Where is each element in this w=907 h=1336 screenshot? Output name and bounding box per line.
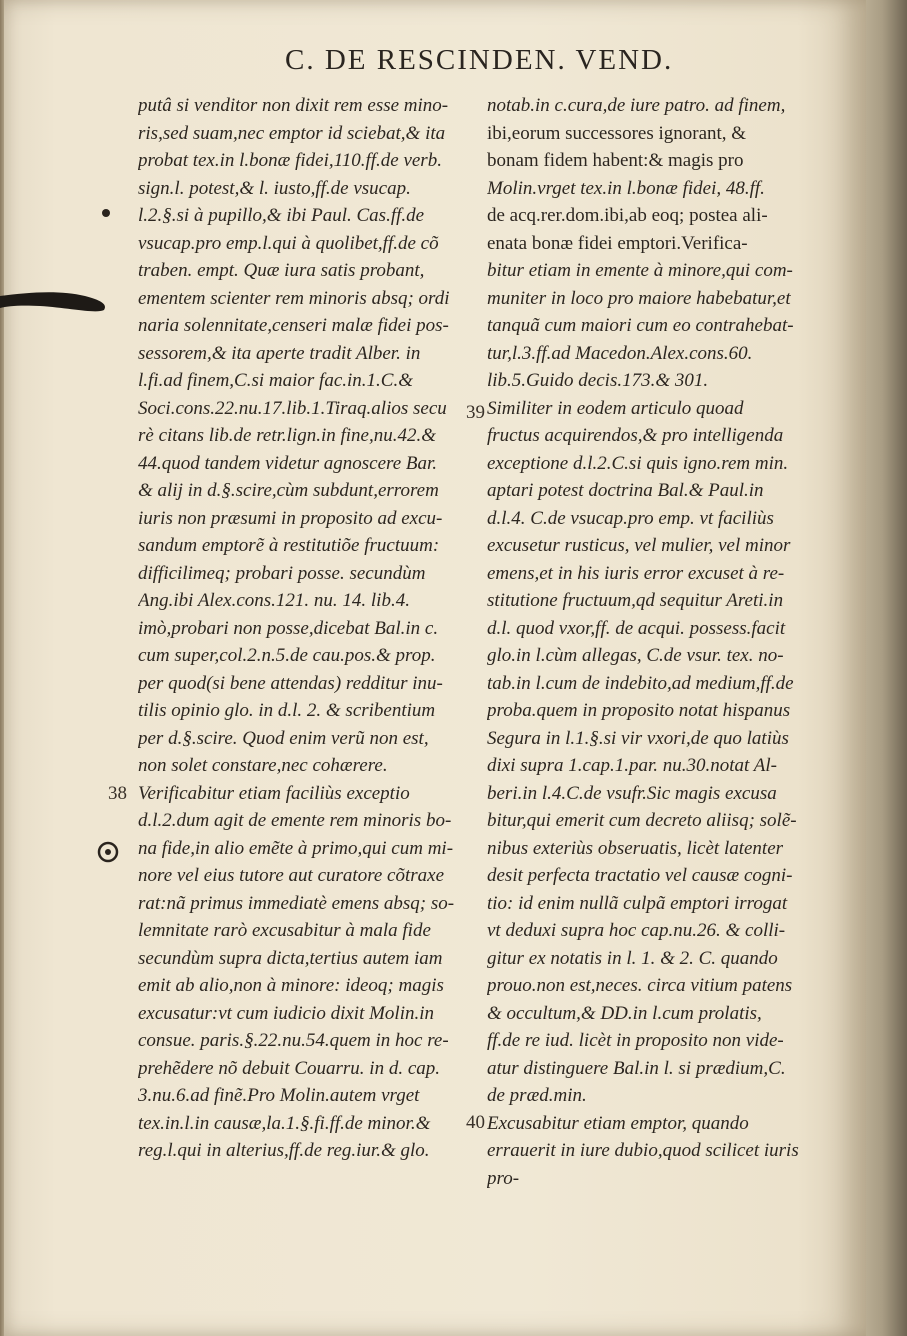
text-line: tanquã cum maiori cum eo contrahebat- [487, 315, 794, 336]
text-line: Ang.ibi Alex.cons.121. nu. 14. lib.4. [138, 590, 410, 611]
text-line: bitur,qui emerit cum decreto aliisq; solẽ- [487, 810, 797, 831]
text-line: & occultum,& DD.in l.cum prolatis, [487, 1002, 762, 1024]
text-line: reg.l.qui in alterius,ff.de reg.iur.& glo. [138, 1140, 430, 1161]
text-line: non solet constare,nec cohærere. [138, 755, 388, 776]
text-line: Segura in l.1.§.si vir vxori,de quo latiùs [487, 727, 789, 749]
text-line: excusetur rusticus, vel mulier, vel minor [487, 535, 791, 556]
text-line: per d.§.scire. Quod enim verũ non est, [138, 727, 429, 749]
text-line: sessorem,& ita aperte tradit Alber. in [138, 342, 421, 364]
text-line: imò,probari non posse,dicebat Bal.in c. [138, 617, 439, 639]
text-line: 3.nu.6.ad finẽ.Pro Molin.autem vrget [138, 1085, 420, 1106]
text-line: d.l.4. C.de vsucap.pro emp. vt faciliùs [487, 507, 774, 529]
text-line: prouo.non est,neces. circa vitium patens [487, 975, 793, 996]
text-line: per quod(si bene attendas) redditur inu- [138, 672, 443, 694]
text-line: emit ab alio,non à minore: ideoq; magis [138, 975, 444, 996]
text-line: pro- [487, 1167, 520, 1189]
text-line: exceptione d.l.2.C.si quis igno.rem min. [487, 452, 789, 474]
text-line: beri.in l.4.C.de vsufr.Sic magis excusa [487, 782, 777, 804]
text-line: nibus exteriùs obseruatis, licèt latenter [487, 837, 784, 859]
margin-number-39: 39 [466, 402, 485, 423]
text-line: consue. paris.§.22.nu.54.quem in hoc re- [138, 1030, 449, 1051]
text-line: notab.in c.cura,de iure patro. ad finem, [487, 95, 786, 116]
ink-blot-mark [0, 286, 108, 318]
text-line: bonam fidem habent:& magis pro [487, 150, 744, 171]
text-line: prehẽdere nõ debuit Couarru. in d. cap. [138, 1057, 441, 1079]
text-line: Excusabitur etiam emptor, quando [487, 1112, 749, 1134]
text-line: tex.in.l.in causæ,la.1.§.fi.ff.de minor.& [138, 1112, 431, 1134]
text-line: lemnitate rarò excusabitur à mala fide [138, 920, 431, 941]
text-line: errauerit in iure dubio,quod scilicet iuris [487, 1140, 799, 1161]
text-line: Similiter in eodem articulo quoad [487, 397, 744, 419]
text-line: na fide,in alio emẽte à primo,qui cum mi- [138, 837, 454, 859]
text-line: muniter in loco pro maiore habebatur,et [487, 287, 791, 309]
text-line: rè citans lib.de retr.lign.in fine,nu.42.& [138, 425, 436, 446]
running-header: C. DE RESCINDEN. VEND. [285, 44, 674, 76]
text-line: de præd.min. [487, 1085, 587, 1106]
text-line: desit perfecta tractatio vel causæ cogni- [487, 865, 793, 886]
margin-number-40: 40 [466, 1112, 485, 1133]
text-line: dixi supra 1.cap.1.par. nu.30.notat Al- [487, 755, 777, 776]
text-line: de acq.rer.dom.ibi,ab eoq; postea ali- [487, 205, 768, 226]
adjacent-page-edge [866, 0, 907, 1336]
circled-dot-mark-icon [96, 840, 120, 864]
text-line: 44.quod tandem videtur agnoscere Bar. [138, 452, 438, 474]
text-line: lib.5.Guido decis.173.& 301. [487, 370, 709, 391]
text-line: nore vel eius tutore aut curatore cõtraxe [138, 865, 445, 886]
text-line: naria solennitate,censeri malæ fidei pos- [138, 315, 449, 336]
text-line: fructus acquirendos,& pro intelligenda [487, 425, 784, 446]
text-line: ementem scienter rem minoris absq; ordi [138, 287, 450, 309]
text-line: rat:nã primus immediatè emens absq; so- [138, 892, 455, 914]
text-line: & alij in d.§.scire,cùm subdunt,errorem [138, 480, 439, 501]
text-line: enata bonæ fidei emptori.Verifica- [487, 232, 748, 254]
text-line: vsucap.pro emp.l.qui à quolibet,ff.de cõ [138, 232, 439, 254]
text-line: bitur etiam in emente à minore,qui com- [487, 260, 793, 281]
text-line: vt deduxi supra hoc cap.nu.26. & colli- [487, 920, 786, 941]
text-line: probat tex.in l.bonæ fidei,110.ff.de verb. [138, 150, 442, 171]
text-line: d.l.2.dum agit de emente rem minoris bo- [138, 810, 452, 831]
text-line: ff.de re iud. licèt in proposito non vide- [487, 1030, 784, 1051]
text-line: tur,l.3.ff.ad Macedon.Alex.cons.60. [487, 342, 753, 364]
text-line: d.l. quod vxor,ff. de acqui. possess.facit [487, 617, 786, 639]
text-line: traben. empt. Quæ iura satis probant, [138, 260, 425, 281]
text-line: sign.l. potest,& l. iusto,ff.de vsucap. [138, 177, 411, 199]
text-line: gitur ex notatis in l. 1. & 2. C. quando [487, 947, 778, 969]
text-line: Soci.cons.22.nu.17.lib.1.Tiraq.alios secu [138, 397, 447, 419]
text-line: sandum emptorẽ à restitutiõe fructuum: [138, 535, 440, 556]
text-line: Molin.vrget tex.in l.bonæ fidei, 48.ff. [487, 177, 765, 199]
text-line: excusatur:vt cum iudicio dixit Molin.in [138, 1002, 435, 1024]
right-text-column [487, 92, 822, 1192]
text-line: aptari potest doctrina Bal.& Paul.in [487, 480, 764, 501]
text-line: proba.quem in proposito notat hispanus [487, 700, 791, 721]
text-line: atur distinguere Bal.in l. si prædium,C. [487, 1057, 786, 1079]
text-line: tab.in l.cum de indebito,ad medium,ff.de [487, 672, 794, 694]
text-line: glo.in l.cùm allegas, C.de vsur. tex. no- [487, 645, 784, 666]
text-line: secundùm supra dicta,tertius autem iam [138, 947, 443, 969]
margin-number-38: 38 [108, 783, 127, 804]
text-line: putâ si venditor non dixit rem esse mino- [138, 95, 449, 116]
text-line: l.fi.ad finem,C.si maior fac.in.1.C.& [138, 370, 413, 391]
text-line: l.2.§.si à pupillo,& ibi Paul. Cas.ff.de [138, 205, 425, 226]
text-line: ris,sed suam,nec emptor id sciebat,& ita [138, 122, 446, 144]
text-line: tilis opinio glo. in d.l. 2. & scribentium [138, 700, 436, 721]
left-text-column [138, 92, 468, 1165]
text-line: cum super,col.2.n.5.de cau.pos.& prop. [138, 645, 436, 666]
ink-dot-mark [100, 207, 112, 219]
text-line: emens,et in his iuris error excuset à re- [487, 562, 785, 584]
text-line: iuris non præsumi in proposito ad excu- [138, 507, 443, 529]
text-line: difficilimeq; probari posse. secundùm [138, 562, 426, 584]
text-line: tio: id enim nullã culpã emptori irrogat [487, 892, 788, 914]
text-line: Verificabitur etiam faciliùs exceptio [138, 782, 410, 804]
text-line: ibi,eorum successores ignorant, & [487, 122, 747, 144]
text-line: stitutione fructuum,qd sequitur Areti.in [487, 590, 784, 611]
